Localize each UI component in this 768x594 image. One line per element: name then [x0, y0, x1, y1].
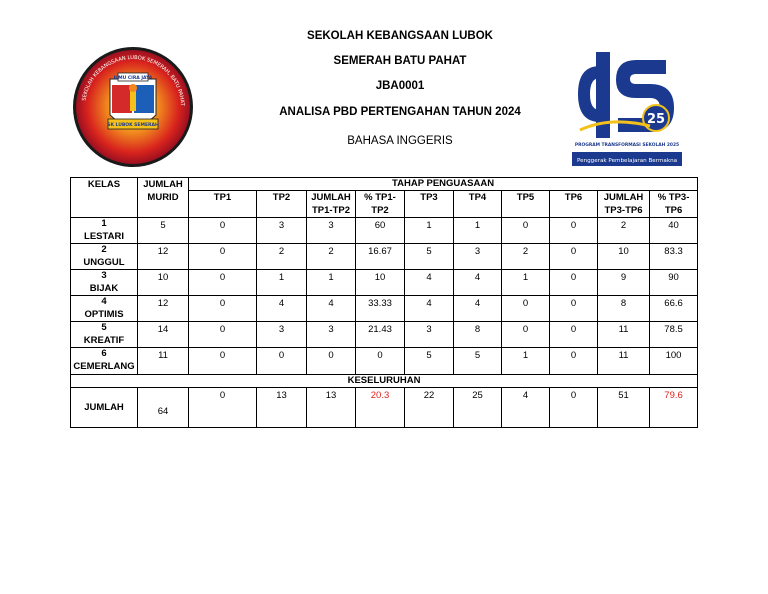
- cell-tp3: 5: [405, 244, 454, 270]
- school-location: SEMERAH BATU PAHAT: [333, 55, 467, 67]
- cell-murid: 10: [138, 270, 189, 296]
- table-row: [71, 348, 698, 375]
- header-tp6: TP6: [550, 191, 598, 218]
- cell-jumlah-tp1-tp2: 2: [307, 244, 356, 270]
- cell-murid: 12: [138, 296, 189, 322]
- cell-tp4: 4: [454, 270, 502, 296]
- cell-tp3: 4: [405, 270, 454, 296]
- cell-tp6: 0: [550, 270, 598, 296]
- class-cell: [71, 244, 138, 270]
- class-name: UNGGUL: [83, 256, 125, 268]
- cell-pct-tp3-tp6: 40: [650, 218, 698, 244]
- table-row: [71, 270, 698, 296]
- ts25-program-text: PROGRAM TRANSFORMASI SEKOLAH 2025: [574, 143, 680, 148]
- cell-tp2: 1: [257, 270, 307, 296]
- cell-pct-tp3-tp6: 66.6: [650, 296, 698, 322]
- cell-pct-tp1-tp2: 0: [356, 348, 405, 375]
- cell-tp1: 0: [189, 270, 257, 296]
- cell-tp5: 1: [502, 270, 550, 296]
- cell-tp4: 8: [454, 322, 502, 348]
- subject-name: BAHASA INGGERIS: [347, 135, 453, 147]
- school-name: SEKOLAH KEBANGSAAN LUBOK: [307, 30, 493, 42]
- class-cell: [71, 348, 138, 375]
- header-kelas: KELAS: [71, 178, 138, 218]
- total-pct-tp3-tp6: 79.6: [650, 388, 698, 428]
- crest-ring-text: SEKOLAH KEBANGSAAN LUBOK SEMERAH, BATU PAHAT: [81, 54, 186, 107]
- class-cell: [71, 296, 138, 322]
- header-tp4: TP4: [454, 191, 502, 218]
- cell-tp3: 4: [405, 296, 454, 322]
- class-number: 2: [101, 244, 107, 255]
- table-row: [71, 218, 698, 244]
- cell-tp5: 0: [502, 296, 550, 322]
- cell-tp4: 4: [454, 296, 502, 322]
- class-number: 1: [101, 218, 107, 229]
- header-tp5: TP5: [502, 191, 550, 218]
- ts25-tagline: Penggerak Pembelajaran Bermakna: [576, 158, 678, 164]
- class-number: 5: [101, 322, 107, 333]
- class-number: 6: [101, 348, 107, 359]
- cell-pct-tp1-tp2: 60: [356, 218, 405, 244]
- cell-jumlah-tp1-tp2: 3: [307, 218, 356, 244]
- class-number: 3: [101, 270, 107, 281]
- class-name: LESTARI: [84, 230, 124, 242]
- cell-tp3: 5: [405, 348, 454, 375]
- total-tp4: 25: [454, 388, 502, 428]
- cell-jumlah-tp1-tp2: 3: [307, 322, 356, 348]
- cell-tp2: 4: [257, 296, 307, 322]
- cell-tp2: 0: [257, 348, 307, 375]
- header-tahap-penguasaan: TAHAP PENGUASAAN: [189, 178, 698, 191]
- header-jumlah-tp3-tp6: JUMLAH TP3-TP6: [598, 191, 650, 218]
- cell-jumlah-tp1-tp2: 0: [307, 348, 356, 375]
- cell-tp6: 0: [550, 322, 598, 348]
- class-name: KREATIF: [83, 334, 125, 346]
- cell-pct-tp1-tp2: 10: [356, 270, 405, 296]
- header-tp3: TP3: [405, 191, 454, 218]
- cell-pct-tp3-tp6: 78.5: [650, 322, 698, 348]
- class-name: OPTIMIS: [84, 308, 124, 320]
- header-jumlah-murid: JUMLAH MURID: [138, 178, 189, 218]
- cell-jumlah-tp3-tp6: 9: [598, 270, 650, 296]
- table-row: [71, 296, 698, 322]
- header-pct-tp3-tp6: % TP3-TP6: [650, 191, 698, 218]
- total-murid: 64: [138, 388, 189, 428]
- cell-tp6: 0: [550, 348, 598, 375]
- cell-murid: 14: [138, 322, 189, 348]
- header-jumlah-tp1-tp2: JUMLAH TP1-TP2: [307, 191, 356, 218]
- school-crest-logo: [72, 45, 194, 169]
- cell-tp2: 3: [257, 218, 307, 244]
- cell-jumlah-tp3-tp6: 11: [598, 348, 650, 375]
- cell-pct-tp1-tp2: 16.67: [356, 244, 405, 270]
- ts25-number: 25: [646, 112, 666, 127]
- total-row: [71, 388, 698, 428]
- cell-tp4: 3: [454, 244, 502, 270]
- cell-pct-tp1-tp2: 33.33: [356, 296, 405, 322]
- cell-tp2: 2: [257, 244, 307, 270]
- cell-tp1: 0: [189, 348, 257, 375]
- class-name: CEMERLANG: [73, 360, 135, 372]
- cell-murid: 11: [138, 348, 189, 375]
- class-number: 4: [101, 296, 107, 307]
- header-tp2: TP2: [257, 191, 307, 218]
- total-pct-tp1-tp2: 20.3: [356, 388, 405, 428]
- total-jumlah-tp1-tp2: 13: [307, 388, 356, 428]
- cell-tp5: 2: [502, 244, 550, 270]
- cell-tp4: 1: [454, 218, 502, 244]
- crest-ribbon-top: ILMU CIRA JAYA: [113, 76, 153, 81]
- crest-ribbon-bottom: SK LUBOK SEMERAH: [107, 123, 159, 128]
- cell-jumlah-tp1-tp2: 4: [307, 296, 356, 322]
- keseluruhan-header: KESELURUHAN: [71, 375, 698, 388]
- report-title: ANALISA PBD PERTENGAHAN TAHUN 2024: [279, 106, 521, 118]
- total-tp3: 22: [405, 388, 454, 428]
- total-jumlah-tp3-tp6: 51: [598, 388, 650, 428]
- total-label: JUMLAH: [71, 388, 138, 428]
- cell-pct-tp1-tp2: 21.43: [356, 322, 405, 348]
- class-cell: [71, 218, 138, 244]
- cell-murid: 5: [138, 218, 189, 244]
- class-cell: [71, 270, 138, 296]
- total-tp6: 0: [550, 388, 598, 428]
- ts25-program-logo: [570, 46, 684, 170]
- cell-tp3: 3: [405, 322, 454, 348]
- cell-pct-tp3-tp6: 90: [650, 270, 698, 296]
- cell-tp6: 0: [550, 244, 598, 270]
- total-tp2: 13: [257, 388, 307, 428]
- cell-tp1: 0: [189, 218, 257, 244]
- cell-tp5: 1: [502, 348, 550, 375]
- cell-tp2: 3: [257, 322, 307, 348]
- total-tp1: 0: [189, 388, 257, 428]
- cell-tp1: 0: [189, 322, 257, 348]
- table-row: [71, 244, 698, 270]
- cell-tp1: 0: [189, 296, 257, 322]
- cell-pct-tp3-tp6: 100: [650, 348, 698, 375]
- cell-tp6: 0: [550, 218, 598, 244]
- table-row: [71, 322, 698, 348]
- class-name: BIJAK: [89, 282, 119, 294]
- cell-murid: 12: [138, 244, 189, 270]
- cell-jumlah-tp3-tp6: 2: [598, 218, 650, 244]
- class-cell: [71, 322, 138, 348]
- pbd-analysis-table: [70, 177, 698, 428]
- cell-tp1: 0: [189, 244, 257, 270]
- cell-jumlah-tp3-tp6: 8: [598, 296, 650, 322]
- cell-jumlah-tp1-tp2: 1: [307, 270, 356, 296]
- school-code: JBA0001: [375, 80, 425, 92]
- total-tp5: 4: [502, 388, 550, 428]
- cell-pct-tp3-tp6: 83.3: [650, 244, 698, 270]
- cell-jumlah-tp3-tp6: 10: [598, 244, 650, 270]
- cell-tp5: 0: [502, 218, 550, 244]
- cell-jumlah-tp3-tp6: 11: [598, 322, 650, 348]
- cell-tp3: 1: [405, 218, 454, 244]
- cell-tp5: 0: [502, 322, 550, 348]
- header-pct-tp1-tp2: % TP1-TP2: [356, 191, 405, 218]
- header-tp1: TP1: [189, 191, 257, 218]
- cell-tp6: 0: [550, 296, 598, 322]
- cell-tp4: 5: [454, 348, 502, 375]
